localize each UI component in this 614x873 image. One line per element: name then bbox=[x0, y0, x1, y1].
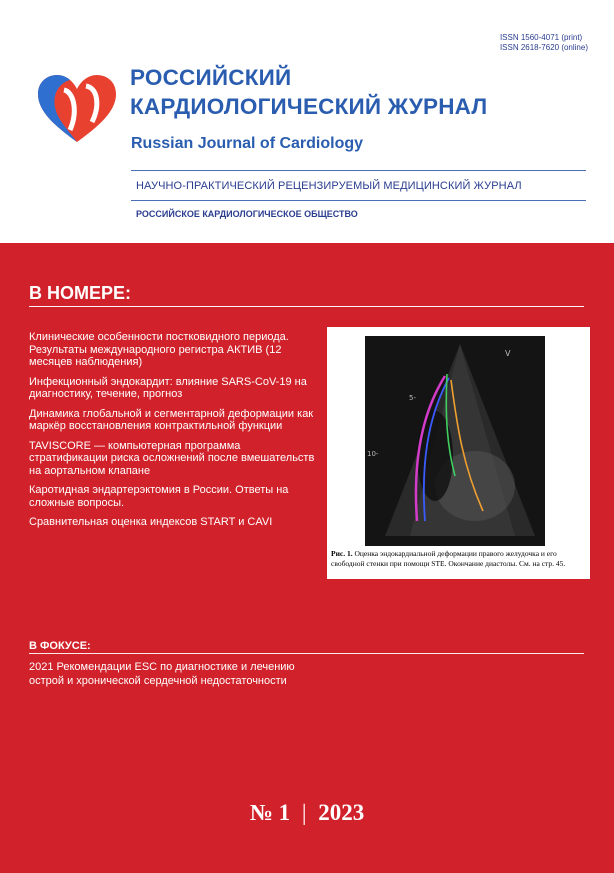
focus-text: 2021 Рекомендации ESC по диагностике и лечению острой и хронической сердечной недостаточности bbox=[29, 661, 295, 687]
echo-label-5: 5- bbox=[409, 394, 416, 402]
divider bbox=[131, 170, 586, 171]
caption-label: Рис. 1. bbox=[331, 549, 353, 558]
article-item: Каротидная эндартерэктомия в России. Ответы на сложные вопросы. bbox=[29, 484, 289, 509]
issue-number bbox=[0, 800, 614, 826]
caption-text: Оценка эндокардиальной деформации правого желудочка и его свободной стенки при помощи STE. Окончание диастолы. См. на стр. 45. bbox=[331, 549, 566, 568]
article-list bbox=[29, 331, 319, 536]
issue-num: № 1 bbox=[249, 800, 291, 825]
journal-title-line2: КАРДИОЛОГИЧЕСКИЙ ЖУРНАЛ bbox=[130, 94, 488, 119]
journal-subtitle: НАУЧНО-ПРАКТИЧЕСКИЙ РЕЦЕНЗИРУЕМЫЙ МЕДИЦИНСКИЙ ЖУРНАЛ bbox=[136, 180, 522, 192]
in-issue-heading: В НОМЕРЕ: bbox=[29, 283, 132, 303]
journal-english-title: Russian Journal of Cardiology bbox=[131, 135, 364, 152]
focus-heading: В ФОКУСЕ: bbox=[29, 640, 91, 652]
echocardiogram-image bbox=[365, 336, 545, 546]
issue-separator: | bbox=[301, 800, 307, 825]
issn-block bbox=[500, 33, 588, 53]
divider bbox=[29, 653, 584, 654]
divider bbox=[131, 200, 586, 201]
heart-logo-icon bbox=[34, 72, 120, 146]
figure-caption bbox=[331, 549, 587, 568]
article-item: Динамика глобальной и сегментарной деформации как маркёр восстановления контрактильной функции bbox=[29, 407, 314, 432]
issn-print: ISSN 1560-4071 (print) bbox=[499, 33, 583, 42]
echo-label-10: 10- bbox=[367, 450, 379, 458]
divider bbox=[29, 306, 584, 307]
figure-box bbox=[327, 327, 590, 579]
article-item: Сравнительная оценка индексов START и CAVI bbox=[29, 516, 273, 528]
issn-online: ISSN 2618-7620 (online) bbox=[499, 43, 588, 52]
echo-label-v: V bbox=[505, 349, 511, 358]
issue-year: 2023 bbox=[318, 800, 365, 825]
journal-publisher: РОССИЙСКОЕ КАРДИОЛОГИЧЕСКОЕ ОБЩЕСТВО bbox=[136, 209, 358, 219]
cover-header bbox=[0, 0, 614, 243]
journal-title-line1: РОССИЙСКИЙ bbox=[130, 65, 292, 90]
article-item: Инфекционный эндокардит: влияние SARS-CoV-19 на диагностику, течение, прогноз bbox=[29, 375, 307, 400]
article-item: Клинические особенности постковидного периода. Результаты международного регистра АКТИВ (12 месяцев наблюдения) bbox=[29, 331, 289, 368]
article-item: TAVISCORE — компьютерная программа стратификации риска осложнений после вмешательств на аортальном клапане bbox=[29, 439, 315, 477]
